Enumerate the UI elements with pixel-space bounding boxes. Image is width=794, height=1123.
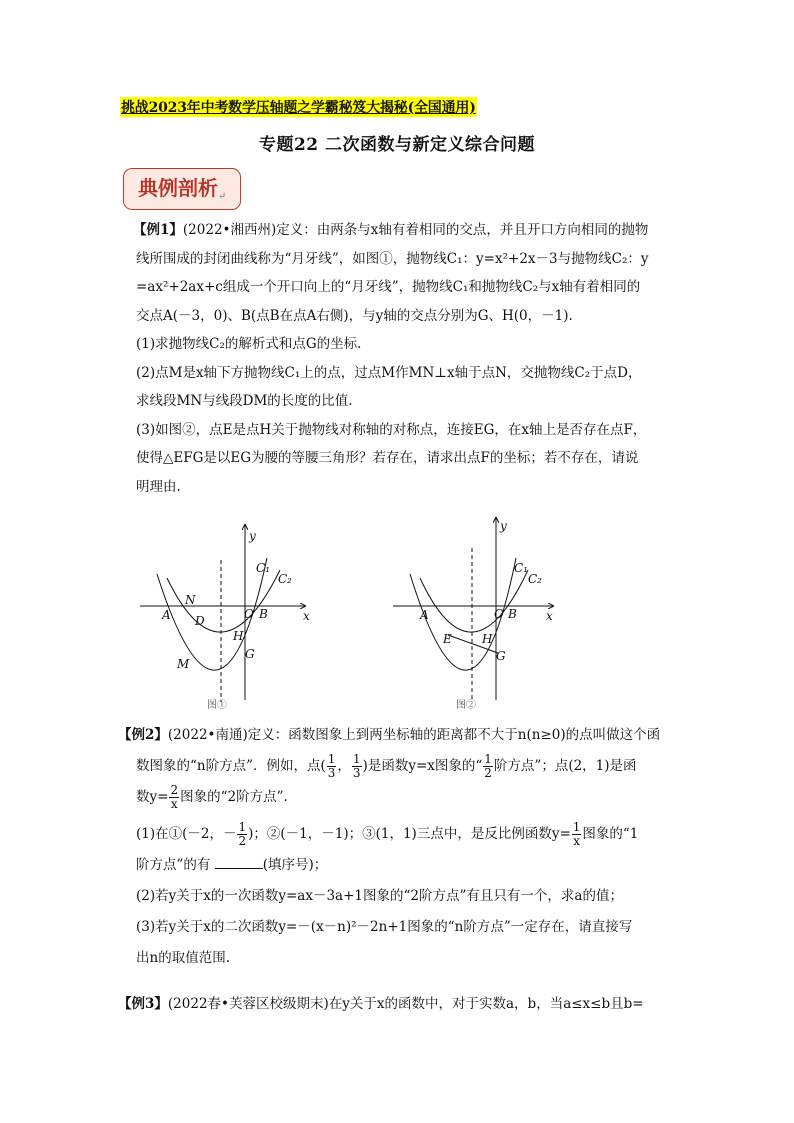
label-y: y bbox=[249, 529, 256, 543]
label-c2: C₂ bbox=[278, 572, 292, 586]
example-2-question-3a: (3)若y关于x的二次函数y=－(x－n)²－2n+1图象的“n阶方点”一定存在，请直接写 bbox=[136, 919, 633, 935]
example-1-line-2: 线所围成的封闭曲线称为“月牙线”，如图①，抛物线C₁：y=x²+2x－3与抛物线C₂：y bbox=[136, 250, 649, 267]
example-3 bbox=[118, 990, 698, 1019]
example-2 bbox=[118, 720, 698, 974]
return-mark-icon: ↵ bbox=[218, 191, 227, 202]
label-o: O bbox=[494, 607, 504, 621]
example-2-line-2: 数图象的“n阶方点”．例如，点( $\frac{1}{3}$ ， $\frac{1}{3}$ )是函数y=x图象的“ $\frac{1}{2}$ 阶方点”；点(2，1)是函 bbox=[136, 752, 637, 780]
fraction-one-half: $\frac{1}{2}$ bbox=[484, 752, 492, 780]
parabola-c2 bbox=[167, 570, 280, 632]
figure-2-graph bbox=[388, 510, 563, 715]
label-c2: C₂ bbox=[528, 572, 542, 586]
label-n: N bbox=[185, 593, 196, 607]
figure-2 bbox=[388, 510, 563, 719]
label-d: D bbox=[195, 614, 205, 628]
section-tag bbox=[123, 168, 241, 210]
header-banner: 挑战2023年中考数学压轴题之学霸秘笈大揭秘(全国通用) bbox=[120, 97, 477, 117]
example-1-line-4: 交点A(－3，0)、B(点B在点A右侧)，与y轴的交点分别为G、H(0，－1). bbox=[136, 307, 573, 324]
label-e: E bbox=[443, 632, 452, 646]
figure-1-caption: 图① bbox=[207, 700, 227, 711]
example-1-question-3a: (3)如图②，点E是点H关于抛物线对称轴的对称点，连接EG，在x轴上是否存在点F， bbox=[136, 421, 647, 438]
section-tag-label: 典例剖析 bbox=[138, 176, 218, 200]
label-h: H bbox=[233, 629, 244, 643]
example-1-line-3: =ax²+2ax+c组成一个开口向上的“月牙线”，抛物线C₁和抛物线C₂与x轴有着相同的 bbox=[136, 279, 641, 295]
label-h: H bbox=[482, 632, 493, 646]
example-1-question-3c: 明理由. bbox=[136, 478, 181, 495]
page-title: 专题22 二次函数与新定义综合问题 bbox=[258, 135, 536, 155]
label-g: G bbox=[496, 649, 506, 663]
figure-1 bbox=[135, 510, 320, 719]
label-c1: C₁ bbox=[514, 561, 528, 575]
label-g: G bbox=[245, 647, 255, 661]
example-2-question-2: (2)若y关于x的一次函数y=ax－3a+1图象的“2阶方点”有且只有一个，求a的值； bbox=[136, 888, 623, 904]
label-a: A bbox=[162, 608, 171, 622]
label-a: A bbox=[420, 608, 429, 622]
example-2-line-1: 【例2】(2022•南通)定义：函数图象上到两坐标轴的距离都不大于n(n≥0)的点叫做这个函 bbox=[118, 727, 661, 743]
label-x: x bbox=[546, 609, 553, 623]
example-2-question-1: (1)在①(－2，－ $\frac{1}{2}$ )；②(－1，－1)；③(1，1)三点中，是反比例函数y= $\frac{1}{x}$ 图象的“1 bbox=[136, 820, 639, 848]
fraction-one-over-x: $\frac{1}{x}$ bbox=[572, 820, 581, 848]
label-c1: C₁ bbox=[256, 561, 270, 575]
fraction-one-half-b: $\frac{1}{2}$ bbox=[238, 820, 247, 848]
example-3-line-1: 【例3】(2022春•芙蓉区校级期末)在y关于x的函数中，对于实数a，b，当a≤x≤b且b= bbox=[118, 996, 644, 1012]
example-1-question-2b: 求线段MN与线段DM的长度的比值. bbox=[136, 393, 353, 409]
label-o: O bbox=[244, 607, 254, 621]
example-1-question-3b: 使得△EFG是以EG为腰的等腰三角形？若存在，请求出点F的坐标；若不存在，请说 bbox=[136, 450, 639, 466]
label-y: y bbox=[500, 519, 507, 533]
example-2-question-1-cont: 阶方点”的有 (填序号)； bbox=[136, 857, 328, 873]
example-2-question-3b: 出n的取值范围. bbox=[136, 950, 230, 966]
example-1-question-1: (1)求抛物线C₂的解析式和点G的坐标. bbox=[136, 336, 362, 352]
answer-blank[interactable] bbox=[215, 855, 263, 869]
label-b: B bbox=[259, 607, 268, 621]
figure-2-caption: 图② bbox=[456, 700, 476, 711]
example-1-question-2a: (2)点M是x轴下方抛物线C₁上的点，过点M作MN⊥x轴于点N，交抛物线C₂于点D， bbox=[136, 364, 642, 381]
example-2-line-3: 数y= $\frac{2}{x}$ 图象的“2阶方点”. bbox=[136, 783, 288, 811]
label-x: x bbox=[303, 609, 310, 623]
label-b: B bbox=[508, 607, 517, 621]
example-1-line-1: 【例1】(2022•湘西州)定义：由两条与x轴有着相同的交点，并且开口方向相同的抛物 bbox=[133, 222, 649, 238]
fraction-one-third-b: $\frac{1}{3}$ bbox=[352, 752, 361, 780]
fraction-two-over-x: $\frac{2}{x}$ bbox=[170, 783, 179, 811]
fraction-one-third-a: $\frac{1}{3}$ bbox=[327, 752, 336, 780]
label-m: M bbox=[177, 657, 190, 671]
figure-1-graph bbox=[135, 510, 320, 715]
example-1 bbox=[133, 216, 693, 501]
